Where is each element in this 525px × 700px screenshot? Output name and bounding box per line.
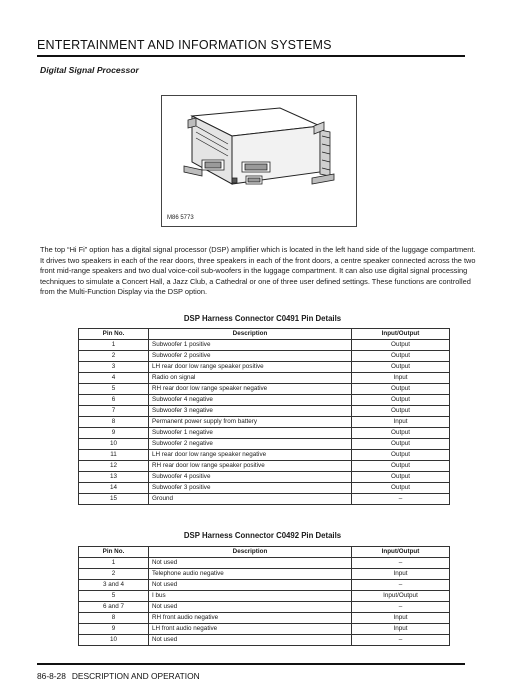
table-row: [79, 602, 450, 613]
description-cell: Not used: [149, 580, 352, 591]
input-output-cell: –: [352, 494, 450, 505]
description-cell: LH front audio negative: [149, 624, 352, 635]
footer-divider: [37, 663, 465, 665]
input-output-cell: Output: [352, 472, 450, 483]
pin-number-cell: 3 and 4: [79, 580, 149, 591]
pin-number-cell: 7: [79, 406, 149, 417]
pin-number-cell: 12: [79, 461, 149, 472]
table-c0491-title: DSP Harness Connector C0491 Pin Details: [183, 314, 342, 323]
table-header-row: [79, 329, 450, 340]
column-header-pin-no: Pin No.: [79, 547, 149, 558]
table-row: [79, 569, 450, 580]
table-row: [79, 591, 450, 602]
pin-number-cell: 10: [79, 635, 149, 646]
column-header-description: Description: [149, 547, 352, 558]
pin-number-cell: 1: [79, 558, 149, 569]
input-output-cell: Input: [352, 417, 450, 428]
table-header-row: [79, 547, 450, 558]
table-row: [79, 428, 450, 439]
description-cell: I bus: [149, 591, 352, 602]
dsp-amplifier-illustration: [162, 96, 356, 226]
table-c0492: [78, 546, 450, 646]
pin-number-cell: 1: [79, 340, 149, 351]
table-row: [79, 417, 450, 428]
column-header-input-output: Input/Output: [352, 547, 450, 558]
table-row: [79, 450, 450, 461]
description-cell: Subwoofer 2 negative: [149, 439, 352, 450]
table-row: [79, 461, 450, 472]
table-row: [79, 624, 450, 635]
pin-number-cell: 5: [79, 591, 149, 602]
description-cell: Not used: [149, 558, 352, 569]
table-c0492-title: DSP Harness Connector C0492 Pin Details: [183, 531, 342, 540]
pin-number-cell: 15: [79, 494, 149, 505]
page-header-title: ENTERTAINMENT AND INFORMATION SYSTEMS: [37, 38, 332, 52]
description-paragraph: The top “Hi Fi” option has a digital signal processor (DSP) amplifier which is located in the left hand side of the luggage compartment. It drives two speakers in each of the rear doors, three speakers in each of the front doors, a centre speaker connected across the two front mid-range speakers and two dual voice-coil sub-woofers in the luggage compartment. It can also use digital signal processing techniques to simulate a Concert Hall, a Jazz Club, a Cathedral or one of three user defined settings. These functions are controlled from the Multi-Function Display via the DSP option.: [40, 245, 476, 296]
table-c0492-body: [79, 558, 450, 646]
input-output-cell: Input/Output: [352, 591, 450, 602]
description-cell: RH rear door low range speaker negative: [149, 384, 352, 395]
description-cell: RH rear door low range speaker positive: [149, 461, 352, 472]
pin-number-cell: 9: [79, 624, 149, 635]
pin-number-cell: 9: [79, 428, 149, 439]
table-row: [79, 580, 450, 591]
pin-number-cell: 10: [79, 439, 149, 450]
table-c0491: [78, 328, 450, 505]
input-output-cell: Input: [352, 569, 450, 580]
description-cell: Subwoofer 1 positive: [149, 340, 352, 351]
input-output-cell: Output: [352, 483, 450, 494]
table-row: [79, 472, 450, 483]
input-output-cell: Output: [352, 428, 450, 439]
table-row: [79, 384, 450, 395]
description-cell: RH front audio negative: [149, 613, 352, 624]
input-output-cell: –: [352, 602, 450, 613]
table-row: [79, 635, 450, 646]
input-output-cell: Output: [352, 395, 450, 406]
input-output-cell: Output: [352, 362, 450, 373]
input-output-cell: Output: [352, 406, 450, 417]
pin-number-cell: 8: [79, 613, 149, 624]
description-cell: Permanent power supply from battery: [149, 417, 352, 428]
pin-number-cell: 5: [79, 384, 149, 395]
page-footer: [37, 671, 206, 681]
description-cell: Subwoofer 4 negative: [149, 395, 352, 406]
column-header-input-output: Input/Output: [352, 329, 450, 340]
pin-number-cell: 14: [79, 483, 149, 494]
page-number: 86-8-28: [37, 671, 66, 681]
description-cell: Subwoofer 4 positive: [149, 472, 352, 483]
description-cell: Subwoofer 3 positive: [149, 483, 352, 494]
input-output-cell: Output: [352, 340, 450, 351]
pin-number-cell: 4: [79, 373, 149, 384]
pin-number-cell: 8: [79, 417, 149, 428]
pin-number-cell: 13: [79, 472, 149, 483]
pin-number-cell: 11: [79, 450, 149, 461]
pin-number-cell: 2: [79, 569, 149, 580]
pin-number-cell: 2: [79, 351, 149, 362]
description-cell: Subwoofer 1 negative: [149, 428, 352, 439]
figure-caption: M86 5773: [167, 215, 194, 221]
table-c0491-body: [79, 340, 450, 505]
input-output-cell: Input: [352, 373, 450, 384]
input-output-cell: Output: [352, 461, 450, 472]
column-header-pin-no: Pin No.: [79, 329, 149, 340]
table-row: [79, 494, 450, 505]
footer-section-label: DESCRIPTION AND OPERATION: [71, 671, 200, 681]
dsp-amplifier-figure: [161, 95, 357, 227]
description-cell: Telephone audio negative: [149, 569, 352, 580]
description-cell: LH rear door low range speaker positive: [149, 362, 352, 373]
description-cell: Ground: [149, 494, 352, 505]
description-cell: Not used: [149, 635, 352, 646]
table-row: [79, 558, 450, 569]
column-header-description: Description: [149, 329, 352, 340]
header-divider: [37, 55, 465, 57]
input-output-cell: Output: [352, 450, 450, 461]
pin-number-cell: 3: [79, 362, 149, 373]
input-output-cell: Output: [352, 351, 450, 362]
table-row: [79, 483, 450, 494]
table-row: [79, 406, 450, 417]
description-cell: Subwoofer 3 negative: [149, 406, 352, 417]
pin-number-cell: 6: [79, 395, 149, 406]
table-row: [79, 439, 450, 450]
input-output-cell: Output: [352, 439, 450, 450]
input-output-cell: Input: [352, 624, 450, 635]
description-cell: Not used: [149, 602, 352, 613]
input-output-cell: –: [352, 580, 450, 591]
description-cell: LH rear door low range speaker negative: [149, 450, 352, 461]
description-cell: Radio on signal: [149, 373, 352, 384]
table-row: [79, 351, 450, 362]
input-output-cell: –: [352, 558, 450, 569]
table-row: [79, 340, 450, 351]
section-heading: Digital Signal Processor: [40, 65, 139, 75]
input-output-cell: –: [352, 635, 450, 646]
pin-number-cell: 6 and 7: [79, 602, 149, 613]
input-output-cell: Input: [352, 613, 450, 624]
table-row: [79, 395, 450, 406]
table-row: [79, 373, 450, 384]
table-row: [79, 613, 450, 624]
input-output-cell: Output: [352, 384, 450, 395]
table-row: [79, 362, 450, 373]
description-cell: Subwoofer 2 positive: [149, 351, 352, 362]
